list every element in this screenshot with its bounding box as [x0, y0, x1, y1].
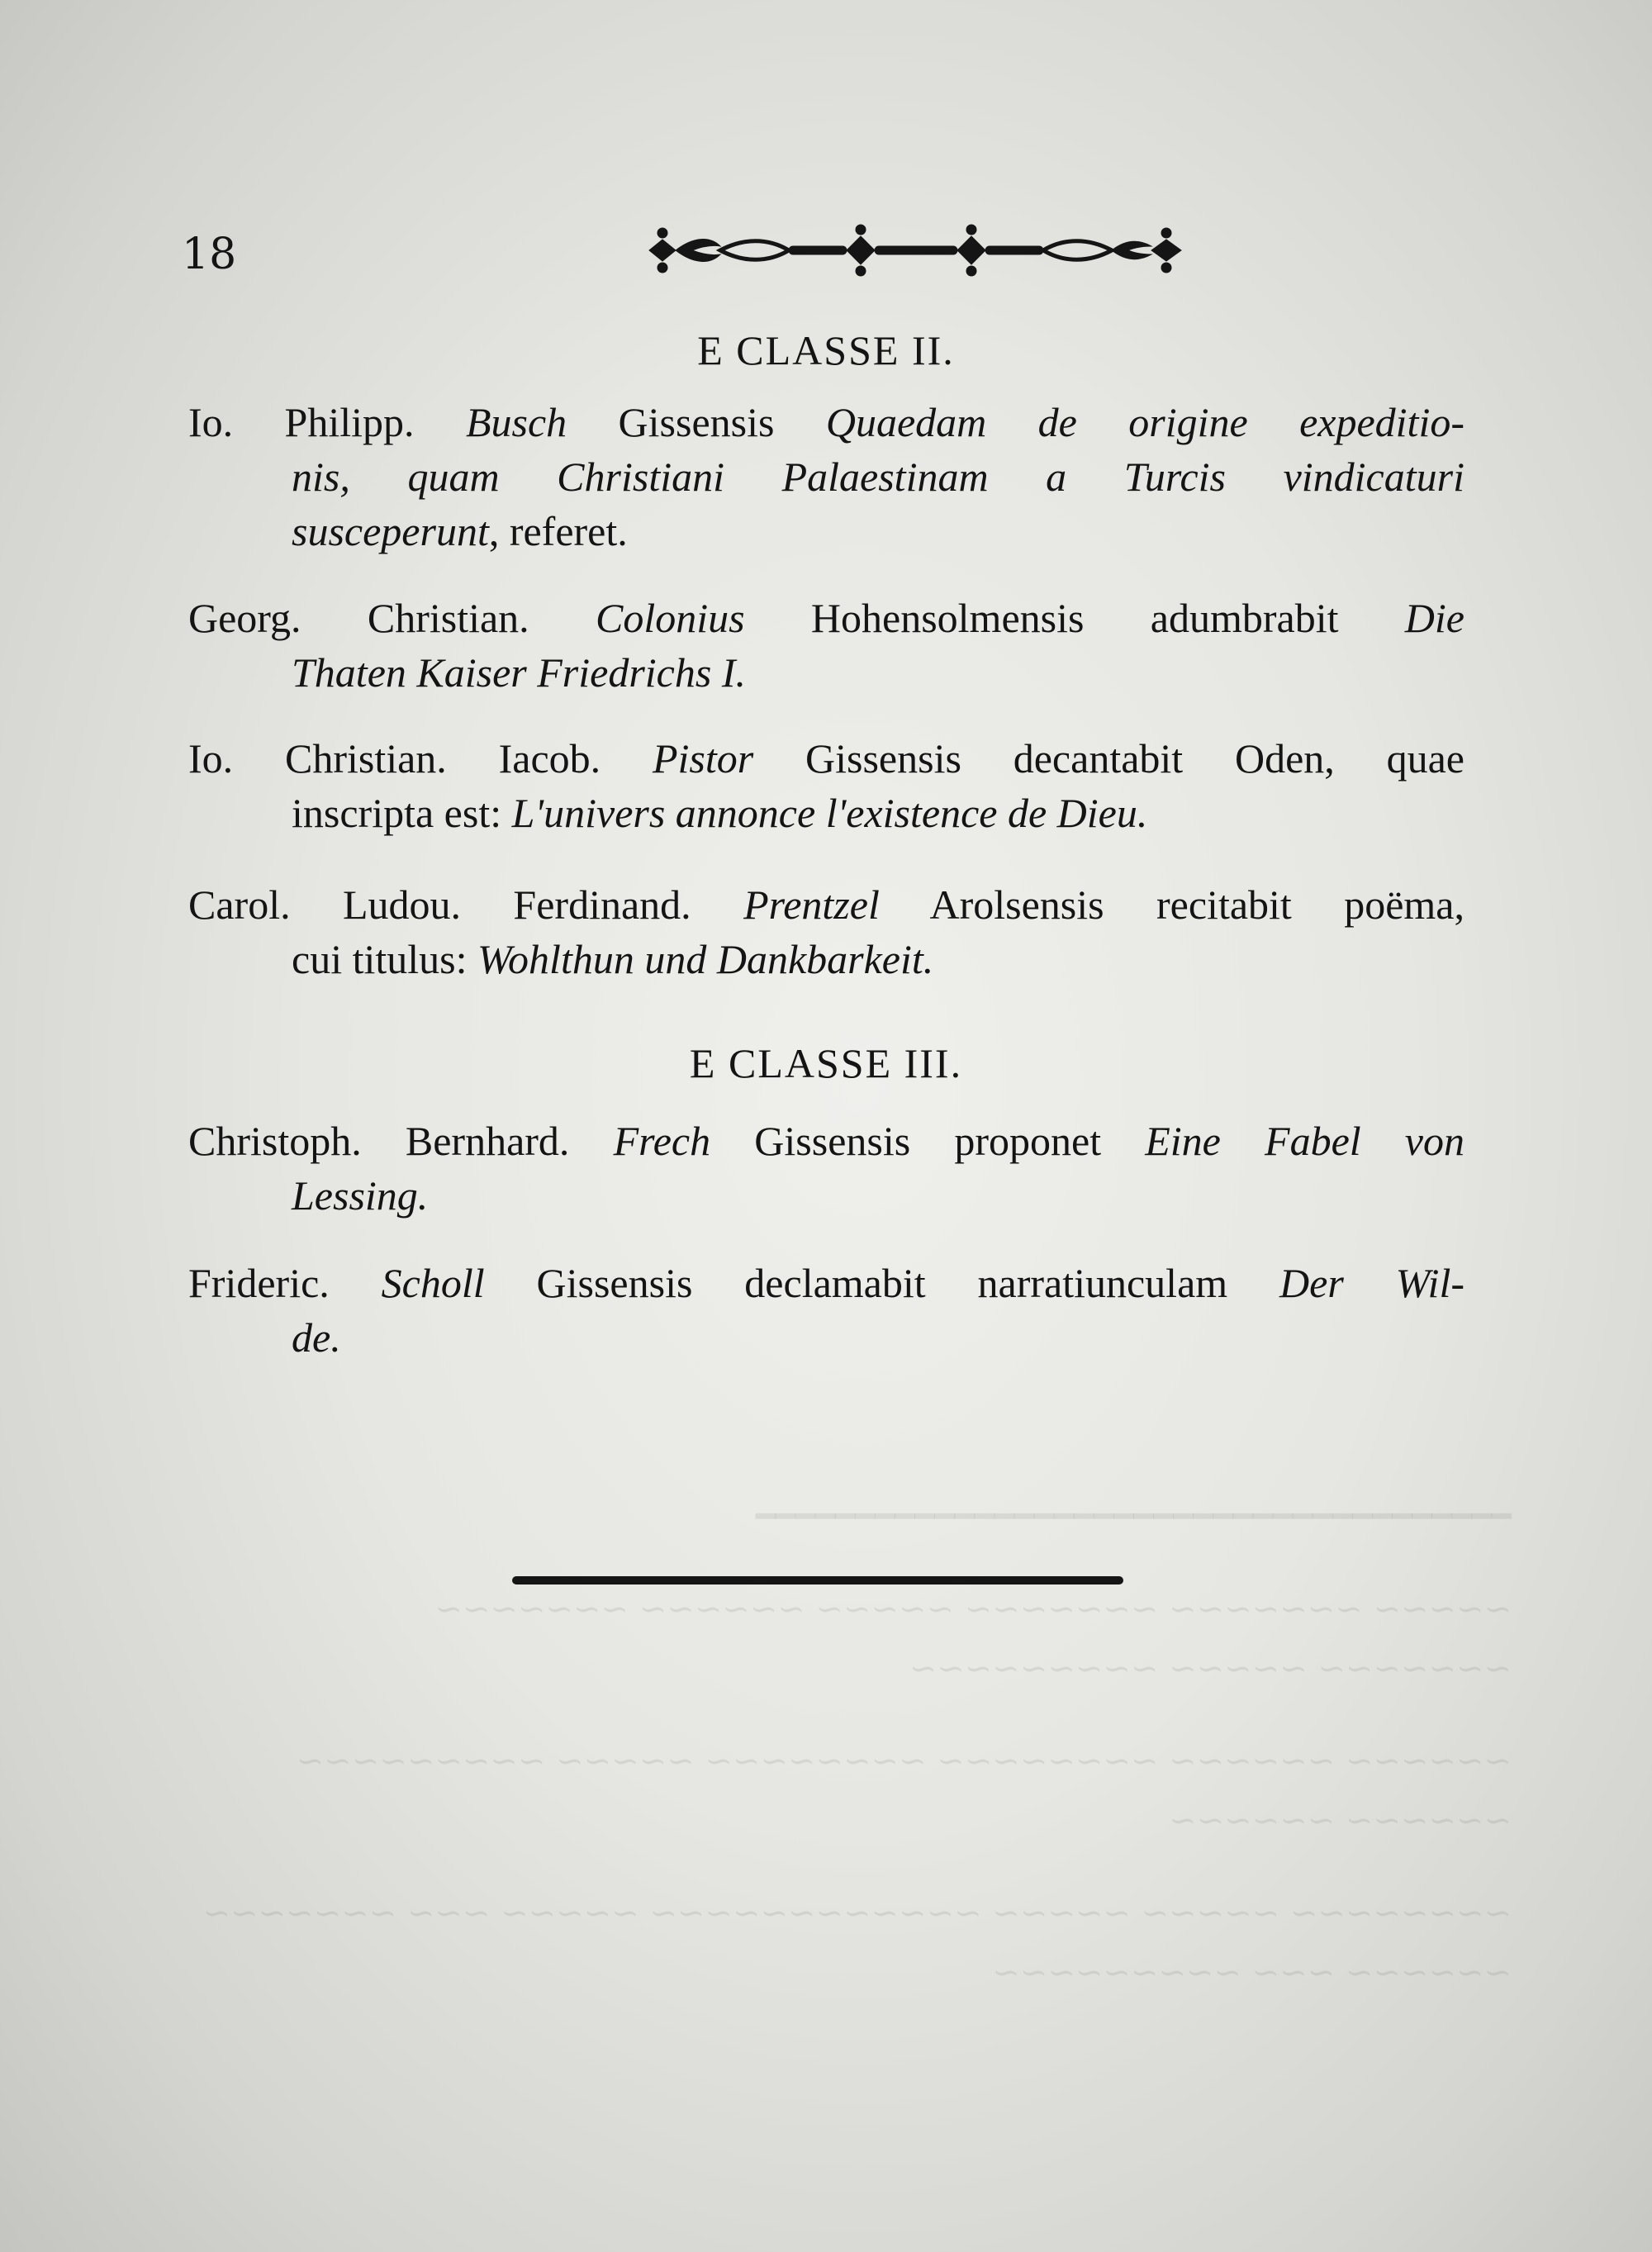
text-segment: Frideric. [188, 1260, 382, 1306]
text-line [188, 395, 1464, 449]
bleed-through-text: ━━━━━━━━━━━━━━━━━━━━━━━━━━━━━━━━━━━━━━ ~~~~~ ~~~~~~~ ~~~~~~~ ~~~~~ ~~~~~~ ~~~~~~~ ~~~~~~~ ~~~~~ ~~~~~~~~~ ~~~~~~ ~~~~~~ ~~~~~~~~ ~~~~~~~~ ~~~~~ ~~~~~~~~~ ~~~~~~ ~~~~~~ ~~~~~~~~ ~~~~~ ~~~~~ ~~~~~~~~~~~~ ~~~~~ ~~~ ~~~~~~~ ~~~~~~ ~~~ ~~~~~~~~~ [202, 1498, 1512, 1992]
text-line [188, 645, 1464, 700]
text-line [188, 1114, 1464, 1168]
section-heading: E CLASSE II. [697, 327, 955, 373]
italic-segment: Wohlthun und Dankbarkeit. [477, 936, 934, 982]
italic-segment: nis, quam Christiani Palaestinam a Turcis vindicaturi [292, 454, 1464, 500]
italic-segment: Prentzel [743, 881, 880, 928]
text-segment: Carol. Ludou. Ferdinand. [188, 881, 744, 928]
text-segment: Gissensis proponet [710, 1118, 1146, 1164]
italic-segment: de. [292, 1314, 341, 1361]
italic-segment: Frech [613, 1118, 711, 1164]
italic-segment: Colonius [596, 595, 745, 641]
text-segment: cui titulus: [292, 936, 477, 982]
italic-segment: Lessing. [292, 1172, 429, 1219]
ornament-icon [644, 221, 1189, 279]
italic-segment: Der Wil- [1279, 1260, 1464, 1306]
text-segment: Gissensis decantabit Oden, quae [753, 735, 1464, 782]
italic-segment: Thaten Kaiser Friedrichs I. [292, 649, 746, 696]
italic-segment: susceperunt [292, 508, 489, 554]
italic-segment: Pistor [652, 735, 754, 782]
text-segment: Georg. Christian. [188, 595, 596, 641]
text-segment: Hohensolmensis adumbrabit [744, 595, 1405, 641]
text-line [188, 877, 1464, 932]
italic-segment: Scholl [381, 1260, 485, 1306]
text-segment: Arolsensis recitabit poëma, [879, 881, 1464, 928]
text-line [188, 1256, 1464, 1310]
list-item [188, 591, 1464, 700]
list-item [188, 1114, 1464, 1223]
italic-segment: Busch [465, 399, 567, 445]
list-item [188, 395, 1464, 558]
text-line [188, 731, 1464, 786]
italic-segment: Quaedam de origine expeditio- [825, 399, 1464, 445]
list-item [188, 1256, 1464, 1365]
page-header [182, 221, 1470, 287]
text-line [188, 932, 1464, 986]
text-segment: Gissensis [567, 399, 826, 445]
text-line [188, 591, 1464, 645]
text-segment: Gissensis declamabit narratiunculam [484, 1260, 1280, 1306]
text-line [188, 1310, 1464, 1365]
closing-rule [512, 1576, 1123, 1584]
page-number: 18 [182, 230, 237, 279]
italic-segment: Eine Fabel von [1145, 1118, 1465, 1164]
text-line [188, 786, 1464, 840]
text-segment: Christoph. Bernhard. [188, 1118, 614, 1164]
text-line [188, 449, 1464, 504]
italic-segment: L'univers annonce l'existence de Dieu. [511, 790, 1148, 836]
text-line [188, 504, 1464, 558]
list-item [188, 877, 1464, 986]
italic-segment: Die [1404, 595, 1464, 641]
text-segment: Io. Christian. Iacob. [188, 735, 653, 782]
list-item [188, 731, 1464, 840]
section-heading: E CLASSE III. [689, 1040, 963, 1086]
text-line [188, 1168, 1464, 1223]
text-segment: , referet. [488, 508, 628, 554]
text-segment: inscripta est: [292, 790, 512, 836]
text-segment: Io. Philipp. [188, 399, 466, 445]
